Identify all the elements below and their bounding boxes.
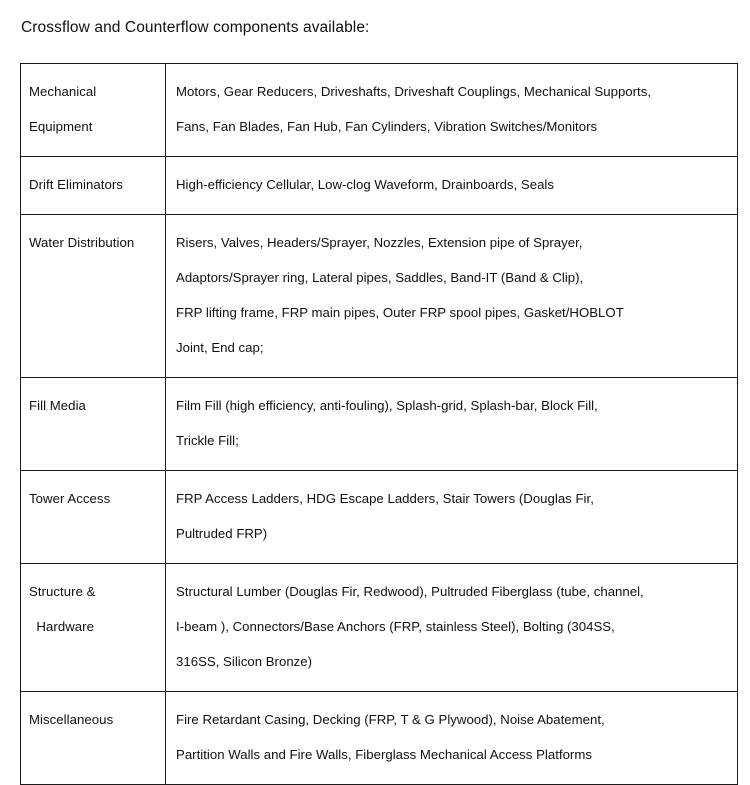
item-line: Trickle Fill; (176, 433, 239, 448)
category-line: Equipment (29, 119, 93, 134)
page-title: Crossflow and Counterflow components available: (21, 19, 370, 36)
components-table (20, 63, 738, 785)
table-row (21, 215, 738, 378)
item-line: FRP lifting frame, FRP main pipes, Outer FRP spool pipes, Gasket/HOBLOT (176, 305, 624, 320)
items-cell (166, 564, 738, 692)
category-line: Water Distribution (29, 235, 135, 250)
item-line: I-beam ), Connectors/Base Anchors (FRP, stainless Steel), Bolting (304SS, (176, 619, 615, 634)
table-row (21, 157, 738, 215)
item-line: Structural Lumber (Douglas Fir, Redwood), Pultruded Fiberglass (tube, channel, (176, 584, 644, 599)
item-line: Fire Retardant Casing, Decking (FRP, T & G Plywood), Noise Abatement, (176, 712, 605, 727)
item-line: Motors, Gear Reducers, Driveshafts, Driveshaft Couplings, Mechanical Supports, (176, 84, 652, 99)
category-cell (21, 378, 166, 471)
category-cell (21, 471, 166, 564)
item-line: High-efficiency Cellular, Low-clog Waveform, Drainboards, Seals (176, 177, 554, 192)
category-line: Drift Eliminators (29, 177, 123, 192)
table-row (21, 564, 738, 692)
table-row (21, 64, 738, 157)
items-cell (166, 471, 738, 564)
category-line: Miscellaneous (29, 712, 114, 727)
category-cell (21, 157, 166, 215)
table-row (21, 378, 738, 471)
table-row (21, 692, 738, 785)
item-line: Pultruded FRP) (176, 526, 268, 541)
category-line: Structure & (29, 584, 96, 599)
item-line: Fans, Fan Blades, Fan Hub, Fan Cylinders, Vibration Switches/Monitors (176, 119, 598, 134)
item-line: Risers, Valves, Headers/Sprayer, Nozzles, Extension pipe of Sprayer, (176, 235, 583, 250)
category-line: Mechanical (29, 84, 97, 99)
items-cell (166, 157, 738, 215)
category-cell (21, 692, 166, 785)
item-line: 316SS, Silicon Bronze) (176, 654, 313, 669)
items-cell (166, 378, 738, 471)
category-line: Tower Access (29, 491, 111, 506)
items-cell (166, 215, 738, 378)
category-cell (21, 215, 166, 378)
item-line: Adaptors/Sprayer ring, Lateral pipes, Saddles, Band-IT (Band & Clip), (176, 270, 584, 285)
category-line: Fill Media (29, 398, 86, 413)
components-table-body (21, 64, 738, 785)
category-cell (21, 64, 166, 157)
items-cell (166, 692, 738, 785)
category-line: Hardware (29, 619, 94, 634)
category-cell (21, 564, 166, 692)
item-line: Film Fill (high efficiency, anti-fouling), Splash-grid, Splash-bar, Block Fill, (176, 398, 598, 413)
items-cell (166, 64, 738, 157)
item-line: Partition Walls and Fire Walls, Fiberglass Mechanical Access Platforms (176, 747, 592, 762)
item-line: Joint, End cap; (176, 340, 264, 355)
table-row (21, 471, 738, 564)
item-line: FRP Access Ladders, HDG Escape Ladders, Stair Towers (Douglas Fir, (176, 491, 594, 506)
